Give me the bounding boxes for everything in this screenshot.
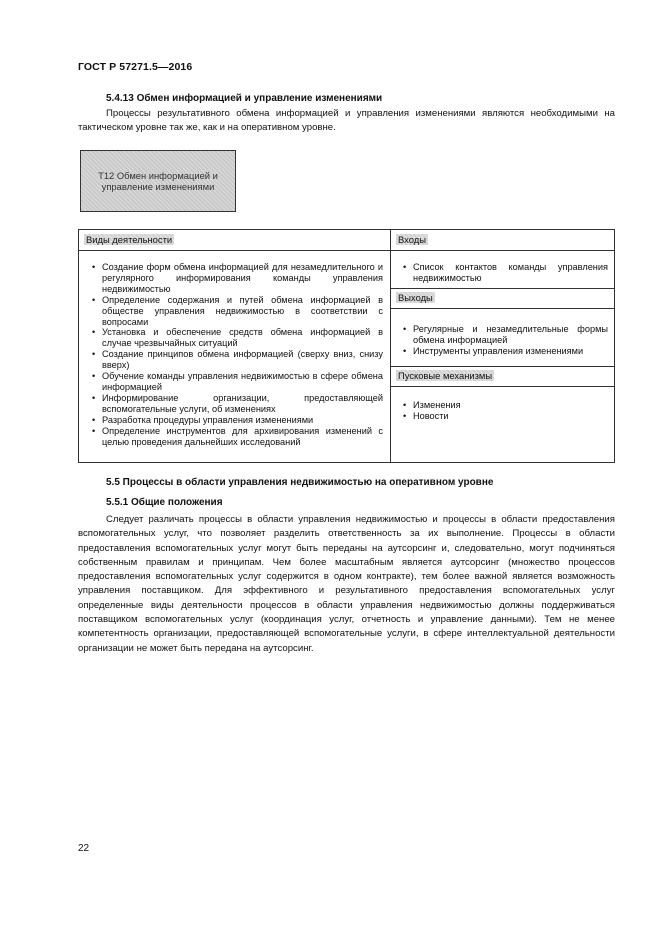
process-table	[78, 229, 615, 463]
list-item: • Список контактов команды управления недвижимостью	[400, 262, 608, 284]
triggers-list	[400, 400, 608, 422]
table-divider-triggers-head	[390, 386, 614, 387]
table-divider-outputs-head	[390, 308, 614, 309]
outputs-list	[400, 324, 608, 357]
list-item: • Определение инструментов для архивирования изменений с целью проведения дальнейших исследований	[89, 426, 383, 448]
list-item: • Обучение команды управления недвижимостью в сфере обмена информацией	[89, 371, 383, 393]
list-item: • Инструменты управления изменениями	[400, 346, 608, 357]
section-5-4-13-title: 5.4.13 Обмен информацией и управление изменениями	[106, 93, 383, 104]
document-standard-number: ГОСТ Р 57271.5—2016	[78, 61, 193, 73]
process-t12-label: Т12 Обмен информацией и управление изменениями	[98, 170, 218, 192]
activities-list	[89, 262, 383, 447]
outputs-header: Выходы	[398, 292, 433, 303]
page-number: 22	[78, 843, 90, 854]
inputs-list	[400, 262, 608, 284]
activities-header: Виды деятельности	[86, 234, 173, 245]
section-5-5-1-paragraph: Следует различать процессы в области управления недвижимостью и процессы в области предоставления вспомогательных услуг, что позволяет разделить ответственность за их выполнение. Процессы в области предоставления вспомогательных услуг могут быть переданы на аутсорсинг и, следовательно, могут подчиняться собственным правилам и принципам. Чем более масштабным является аутсорсинг (множество процессов предоставления вспомогательных услуг содержится в одном контракте), тем более важной является возможность управления поставщиком. Для эффективного и результативного предоставления вспомогательных услуг определенные виды деятельности процессов в области управления недвижимостью должны поддерживаться поставщиком вспомогательных услуг (координация услуг, отчетность и управление данными). Тем не менее компетентность организации, предоставляющей вспомогательные услуги, в сфере интеллектуальной деятельности организации не может быть передана на аутсорсинг.	[78, 514, 615, 654]
triggers-header: Пусковые механизмы	[398, 370, 493, 381]
list-item: • Новости	[400, 411, 608, 422]
list-item: • Создание принципов обмена информацией (сверху вниз, снизу вверх)	[89, 349, 383, 371]
section-5-5-1-title: 5.5.1 Общие положения	[106, 497, 223, 508]
list-item: • Определение содержания и путей обмена информацией в обществе управления недвижимостью в соответствии с вопросами	[89, 295, 383, 328]
section-5-5-title: 5.5 Процессы в области управления недвижимостью на оперативном уровне	[106, 477, 494, 488]
inputs-header: Входы	[398, 234, 426, 245]
list-item: • Разработка процедуры управления изменениями	[89, 415, 383, 426]
section-5-4-13-paragraph: Процессы результативного обмена информацией и управления изменениями являются необходимыми на тактическом уровне так же, как и на оперативном уровне.	[78, 108, 615, 134]
list-item: • Информирование организации, предоставляющей вспомогательные услуги, об изменениях	[89, 393, 383, 415]
table-divider-header	[79, 250, 614, 251]
list-item: • Создание форм обмена информацией для незамедлительного и регулярного информирования команды управления недвижимостью	[89, 262, 383, 295]
list-item: • Изменения	[400, 400, 608, 411]
table-divider-vertical	[390, 230, 391, 462]
list-item: • Установка и обеспечение средств обмена информацией в случае чрезвычайных ситуаций	[89, 327, 383, 349]
process-t12-box	[80, 150, 236, 212]
list-item: • Регулярные и незамедлительные формы обмена информацией	[400, 324, 608, 346]
